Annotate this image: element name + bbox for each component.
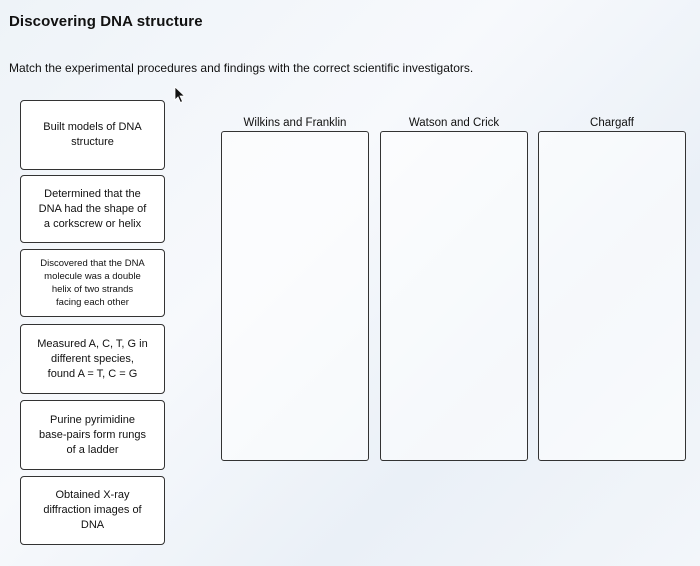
card-measured-acgt[interactable]: Measured A, C, T, G in different species, found A = T, C = G xyxy=(20,324,165,394)
card-purine[interactable]: Purine pyrimidine base-pairs form rungs of a ladder xyxy=(20,400,165,470)
column-header-chargaff: Chargaff xyxy=(590,117,634,129)
card-double-helix[interactable]: Discovered that the DNA molecule was a double helix of two strands facing each other xyxy=(20,249,165,317)
card-corkscrew[interactable]: Determined that the DNA had the shape of a corkscrew or helix xyxy=(20,175,165,243)
card-xray[interactable]: Obtained X-ray diffraction images of DNA xyxy=(20,476,165,545)
dropzone-watson-crick[interactable] xyxy=(380,131,528,461)
instructions-text: Match the experimental procedures and findings with the correct scientific investigators. xyxy=(9,61,474,75)
column-header-wilkins-franklin: Wilkins and Franklin xyxy=(243,117,347,129)
card-built-models[interactable]: Built models of DNA structure xyxy=(20,100,165,170)
dropzone-wilkins-franklin[interactable] xyxy=(221,131,369,461)
dropzone-chargaff[interactable] xyxy=(538,131,686,461)
page-title: Discovering DNA structure xyxy=(9,13,203,30)
column-header-watson-crick: Watson and Crick xyxy=(408,117,500,129)
mouse-pointer-icon xyxy=(174,86,186,104)
